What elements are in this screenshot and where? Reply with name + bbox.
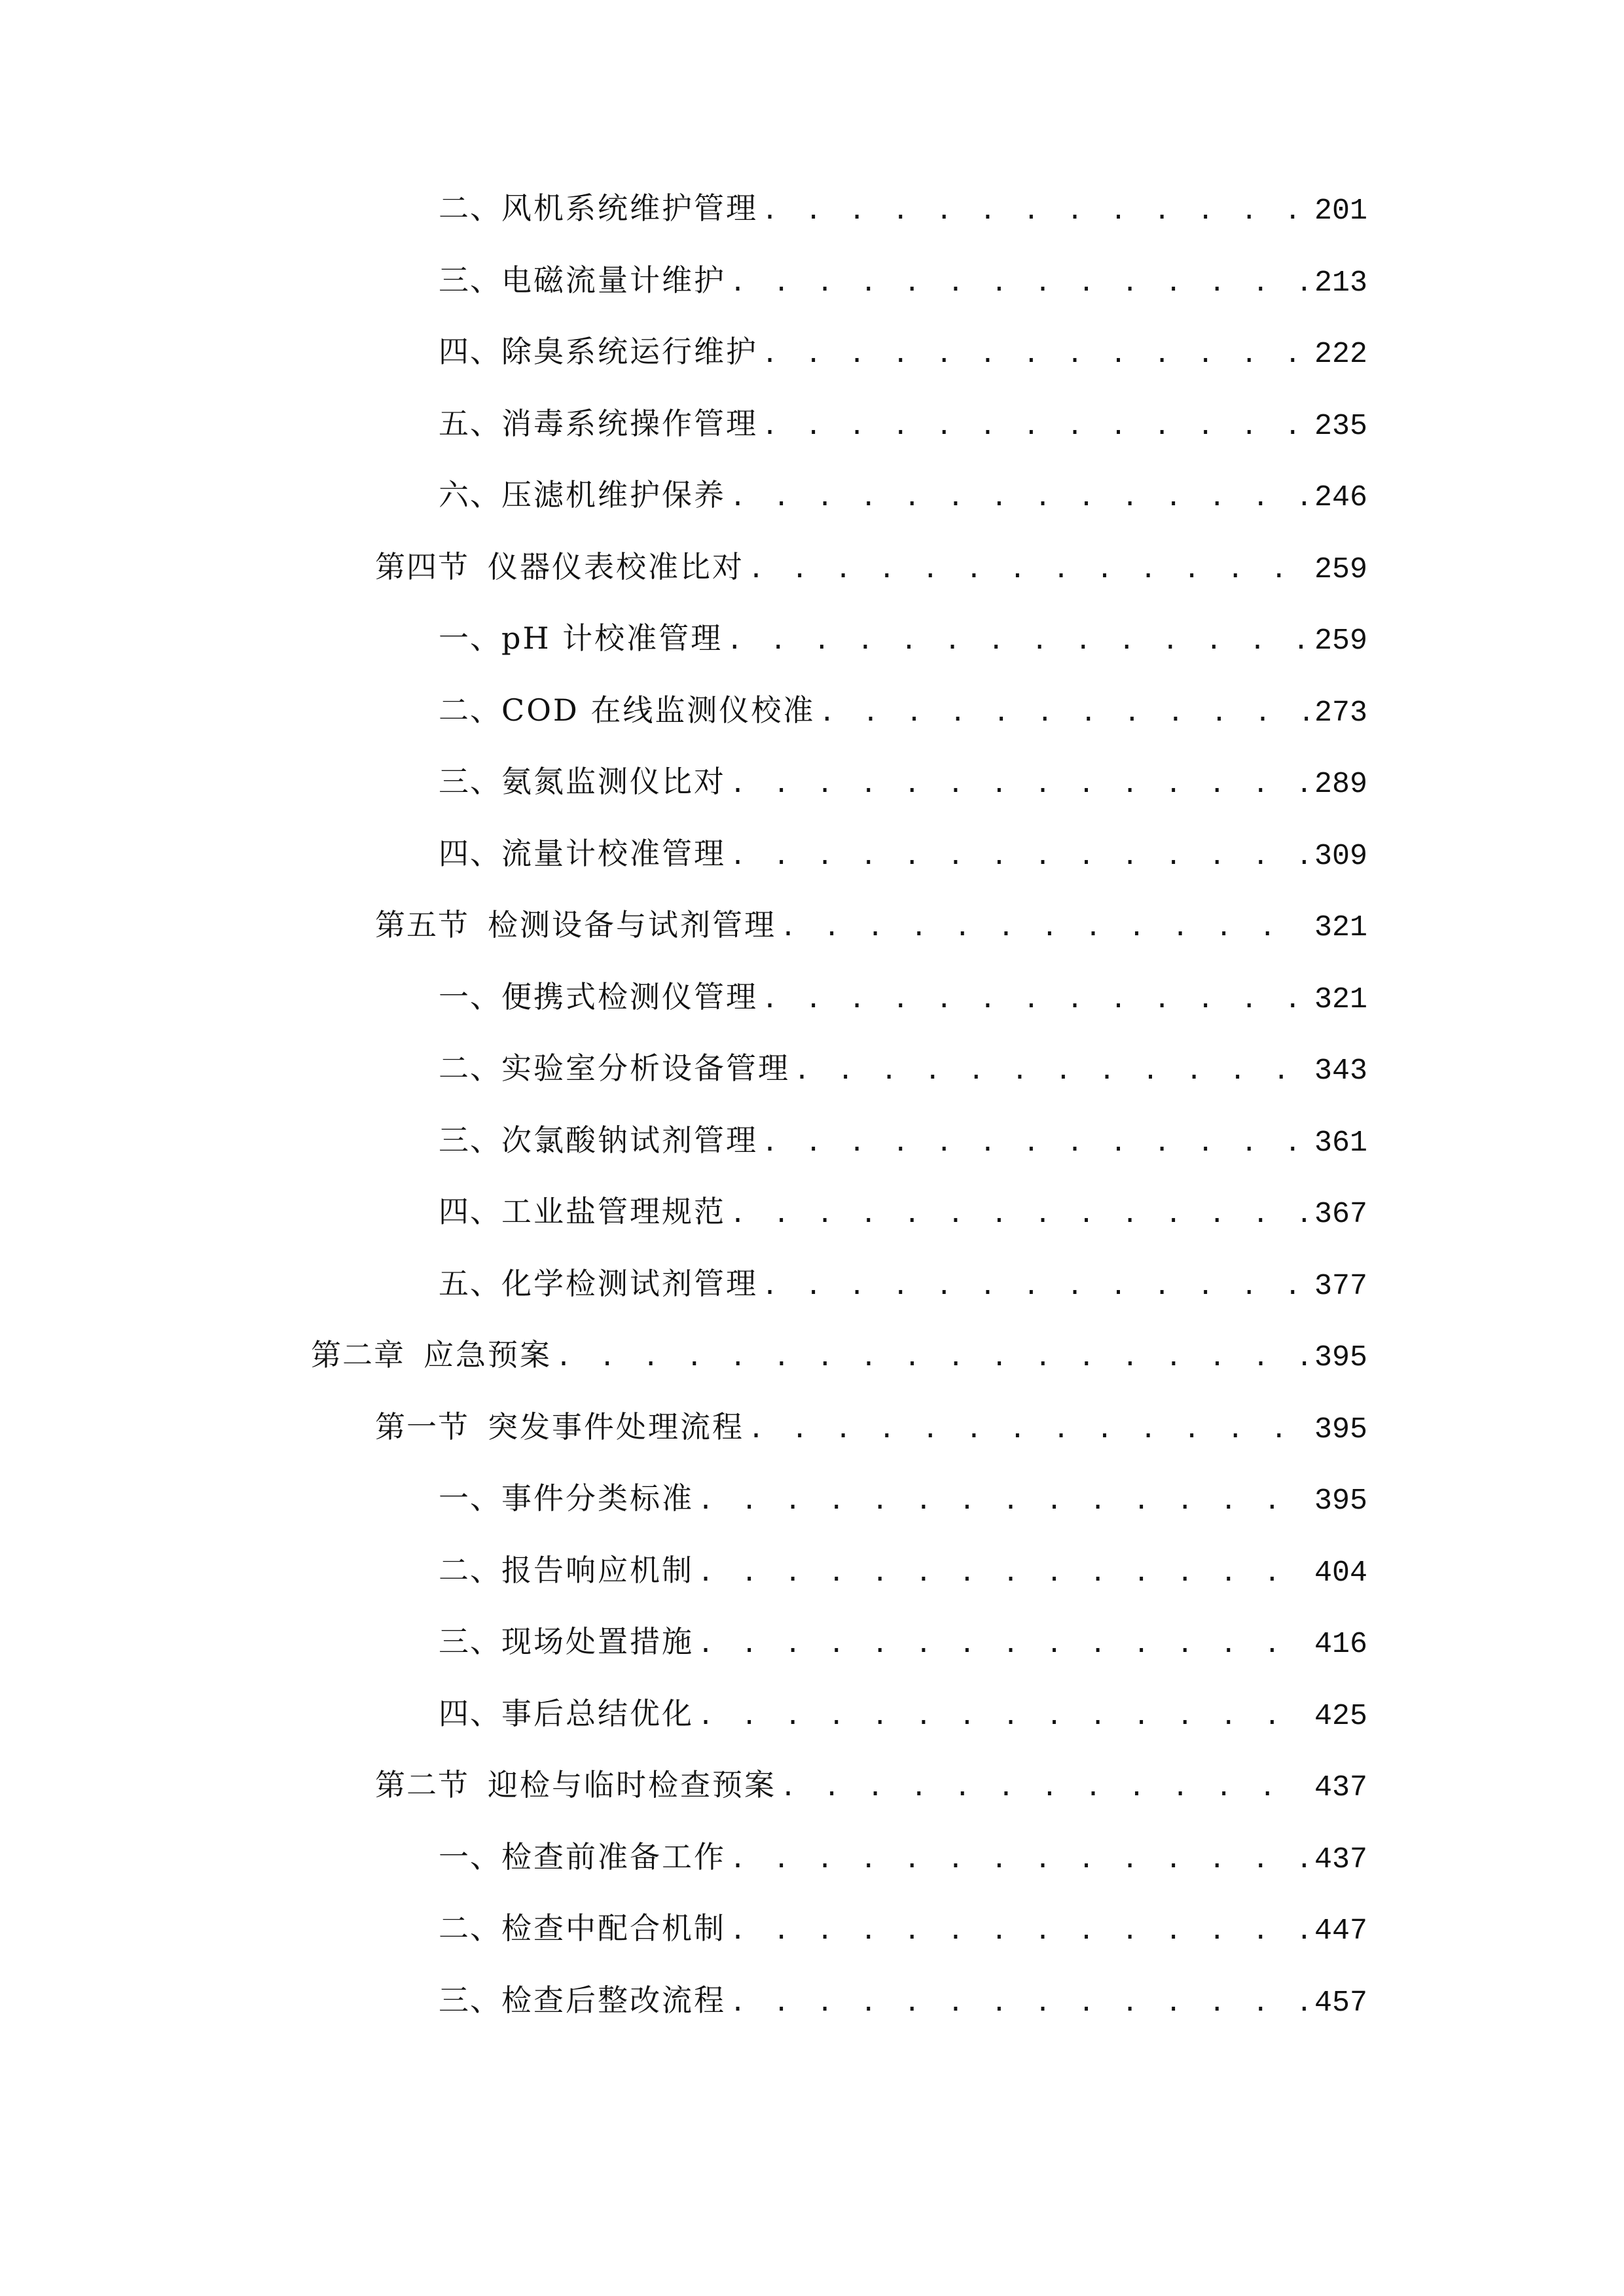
toc-entry-number: 三、 <box>439 262 501 298</box>
toc-page-number: 395 <box>1314 1412 1368 1446</box>
toc-page-number: 246 <box>1314 481 1368 514</box>
toc-entry-number: 三、 <box>439 1982 501 2018</box>
toc-entry-number: 二、 <box>439 1910 501 1946</box>
toc-entry-number: 第五节 <box>375 907 469 942</box>
toc-dot-leader <box>762 412 1309 439</box>
toc-dot-leader <box>698 1630 1309 1657</box>
toc-page-number: 377 <box>1314 1269 1368 1303</box>
toc-dot-leader <box>794 1057 1309 1083</box>
toc-entry[interactable] <box>0 907 1624 982</box>
toc-dot-leader <box>698 1702 1309 1729</box>
toc-dot-leader <box>698 1559 1309 1585</box>
toc-entry-title: 风机系统维护管理 <box>501 190 758 226</box>
toc-entry-title: 突发事件处理流程 <box>488 1408 744 1444</box>
toc-page-number: 273 <box>1314 696 1368 730</box>
toc-entry-title: pH 计校准管理 <box>501 620 723 656</box>
toc-page-number: 235 <box>1314 409 1368 443</box>
toc-entry[interactable] <box>0 548 1624 624</box>
toc-entry-title: 流量计校准管理 <box>501 835 726 871</box>
toc-entry-number: 五、 <box>439 405 501 441</box>
toc-page-number: 201 <box>1314 194 1368 228</box>
toc-page-number: 395 <box>1314 1341 1368 1374</box>
toc-entry-number: 二、 <box>439 1552 501 1588</box>
toc-entry-title: 迎检与临时检查预案 <box>488 1767 776 1803</box>
toc-entry[interactable] <box>0 190 1624 265</box>
toc-entry-number: 一、 <box>439 978 501 1014</box>
toc-dot-leader <box>762 197 1309 223</box>
toc-entry-title: 仪器仪表校准比对 <box>488 548 744 584</box>
toc-entry-title: 压滤机维护保养 <box>501 477 726 512</box>
toc-entry[interactable] <box>0 1408 1624 1484</box>
toc-entry-title: 事件分类标准 <box>501 1480 694 1516</box>
toc-page-number: 437 <box>1314 1771 1368 1804</box>
toc-dot-leader <box>730 1917 1309 1943</box>
toc-dot-leader <box>727 627 1309 653</box>
toc-entry-title: 消毒系统操作管理 <box>501 405 758 441</box>
toc-entry-number: 三、 <box>439 1624 501 1659</box>
toc-page-number: 259 <box>1314 552 1368 586</box>
toc-dot-leader <box>748 1416 1309 1442</box>
toc-entry-title: 除臭系统运行维护 <box>501 334 758 369</box>
toc-entry[interactable] <box>0 1337 1624 1412</box>
toc-entry-number: 四、 <box>439 334 501 369</box>
toc-page-number: 361 <box>1314 1126 1368 1160</box>
toc-entry-number: 四、 <box>439 1194 501 1229</box>
toc-dot-leader <box>698 1487 1309 1513</box>
toc-page-number: 309 <box>1314 839 1368 873</box>
toc-page-number: 259 <box>1314 624 1368 658</box>
toc-entry[interactable] <box>0 477 1624 552</box>
toc-entry-title: 检查前准备工作 <box>501 1839 726 1874</box>
toc-entry-title: 工业盐管理规范 <box>501 1194 726 1229</box>
toc-entry-title: 化学检测试剂管理 <box>501 1265 758 1301</box>
toc-entry[interactable] <box>0 336 1624 408</box>
toc-dot-leader <box>730 1989 1309 2015</box>
toc-entry[interactable] <box>0 1480 1624 1555</box>
toc-dot-leader <box>730 842 1309 869</box>
toc-entry[interactable] <box>0 1265 1624 1340</box>
toc-entry[interactable] <box>0 620 1624 695</box>
toc-page-number: 404 <box>1314 1556 1368 1590</box>
toc-entry-title: 检查后整改流程 <box>501 1982 726 2018</box>
toc-dot-leader <box>730 484 1309 510</box>
toc-page-number: 457 <box>1314 1986 1368 2020</box>
toc-entry[interactable] <box>0 1050 1624 1125</box>
toc-entry-number: 三、 <box>439 1122 501 1158</box>
toc-entry[interactable] <box>0 1196 1624 1268</box>
toc-page-number: 425 <box>1314 1699 1368 1733</box>
toc-page-number: 289 <box>1314 768 1368 801</box>
toc-entry-number: 四、 <box>439 835 501 871</box>
toc-entry-title: 现场处置措施 <box>501 1624 694 1659</box>
toc-entry[interactable] <box>0 1767 1624 1842</box>
toc-dot-leader <box>762 986 1309 1012</box>
toc-entry-title: 应急预案 <box>424 1337 552 1372</box>
toc-entry[interactable] <box>0 1695 1624 1770</box>
toc-entry[interactable] <box>0 1839 1624 1914</box>
toc-entry-title: 报告响应机制 <box>501 1552 694 1588</box>
toc-page-number: 213 <box>1314 266 1368 300</box>
toc-entry-number: 第四节 <box>375 548 469 584</box>
toc-page-number: 447 <box>1314 1914 1368 1948</box>
toc-entry-number: 一、 <box>439 1480 501 1516</box>
toc-entry[interactable] <box>0 1122 1624 1197</box>
toc-entry-title: 便携式检测仪管理 <box>501 978 758 1014</box>
toc-page-number: 321 <box>1314 911 1368 944</box>
toc-entry-number: 二、 <box>439 692 501 728</box>
toc-page-number: 222 <box>1314 338 1368 371</box>
toc-page-number: 416 <box>1314 1628 1368 1661</box>
toc-dot-leader <box>730 1846 1309 1872</box>
toc-entry-title: 实验室分析设备管理 <box>501 1050 790 1086</box>
toc-entry-title: 次氯酸钠试剂管理 <box>501 1122 758 1158</box>
toc-dot-leader <box>819 699 1309 725</box>
toc-entry[interactable] <box>0 692 1624 767</box>
toc-dot-leader <box>730 269 1309 295</box>
toc-dot-leader <box>730 1200 1309 1227</box>
toc-entry[interactable] <box>0 978 1624 1054</box>
toc-entry[interactable] <box>0 766 1624 838</box>
table-of-contents <box>0 190 1624 2056</box>
toc-entry-title: COD 在线监测仪校准 <box>501 692 816 728</box>
toc-entry-number: 六、 <box>439 477 501 512</box>
toc-entry-number: 二、 <box>439 1050 501 1086</box>
toc-entry[interactable] <box>0 1982 1624 2057</box>
toc-page-number: 395 <box>1314 1484 1368 1518</box>
toc-entry-number: 五、 <box>439 1265 501 1301</box>
toc-entry[interactable] <box>0 405 1624 480</box>
toc-dot-leader <box>730 770 1309 797</box>
toc-entry-number: 第二章 <box>311 1337 405 1372</box>
toc-entry[interactable] <box>0 1626 1624 1698</box>
toc-entry-title: 检查中配合机制 <box>501 1910 726 1946</box>
toc-entry-title: 检测设备与试剂管理 <box>488 907 776 942</box>
toc-entry-number: 二、 <box>439 190 501 226</box>
toc-dot-leader <box>780 1774 1309 1800</box>
toc-page-number: 437 <box>1314 1842 1368 1876</box>
toc-entry-number: 一、 <box>439 620 501 656</box>
toc-entry[interactable] <box>0 1910 1624 1985</box>
toc-entry-number: 一、 <box>439 1839 501 1874</box>
toc-page-number: 367 <box>1314 1198 1368 1231</box>
toc-dot-leader <box>748 556 1309 582</box>
toc-entry-title: 事后总结优化 <box>501 1695 694 1731</box>
toc-dot-leader <box>556 1344 1309 1370</box>
toc-entry-number: 三、 <box>439 764 501 799</box>
toc-page-number: 321 <box>1314 982 1368 1016</box>
toc-entry-number: 四、 <box>439 1695 501 1731</box>
toc-entry-title: 电磁流量计维护 <box>501 262 726 298</box>
toc-page-number: 343 <box>1314 1054 1368 1088</box>
toc-dot-leader <box>780 914 1309 940</box>
toc-dot-leader <box>762 1272 1309 1299</box>
toc-dot-leader <box>762 340 1309 367</box>
toc-entry-title: 氨氮监测仪比对 <box>501 764 726 799</box>
toc-entry-number: 第一节 <box>375 1408 469 1444</box>
toc-entry-number: 第二节 <box>375 1767 469 1803</box>
toc-entry[interactable] <box>0 1552 1624 1627</box>
toc-dot-leader <box>762 1129 1309 1155</box>
toc-entry[interactable] <box>0 835 1624 910</box>
toc-entry[interactable] <box>0 262 1624 337</box>
